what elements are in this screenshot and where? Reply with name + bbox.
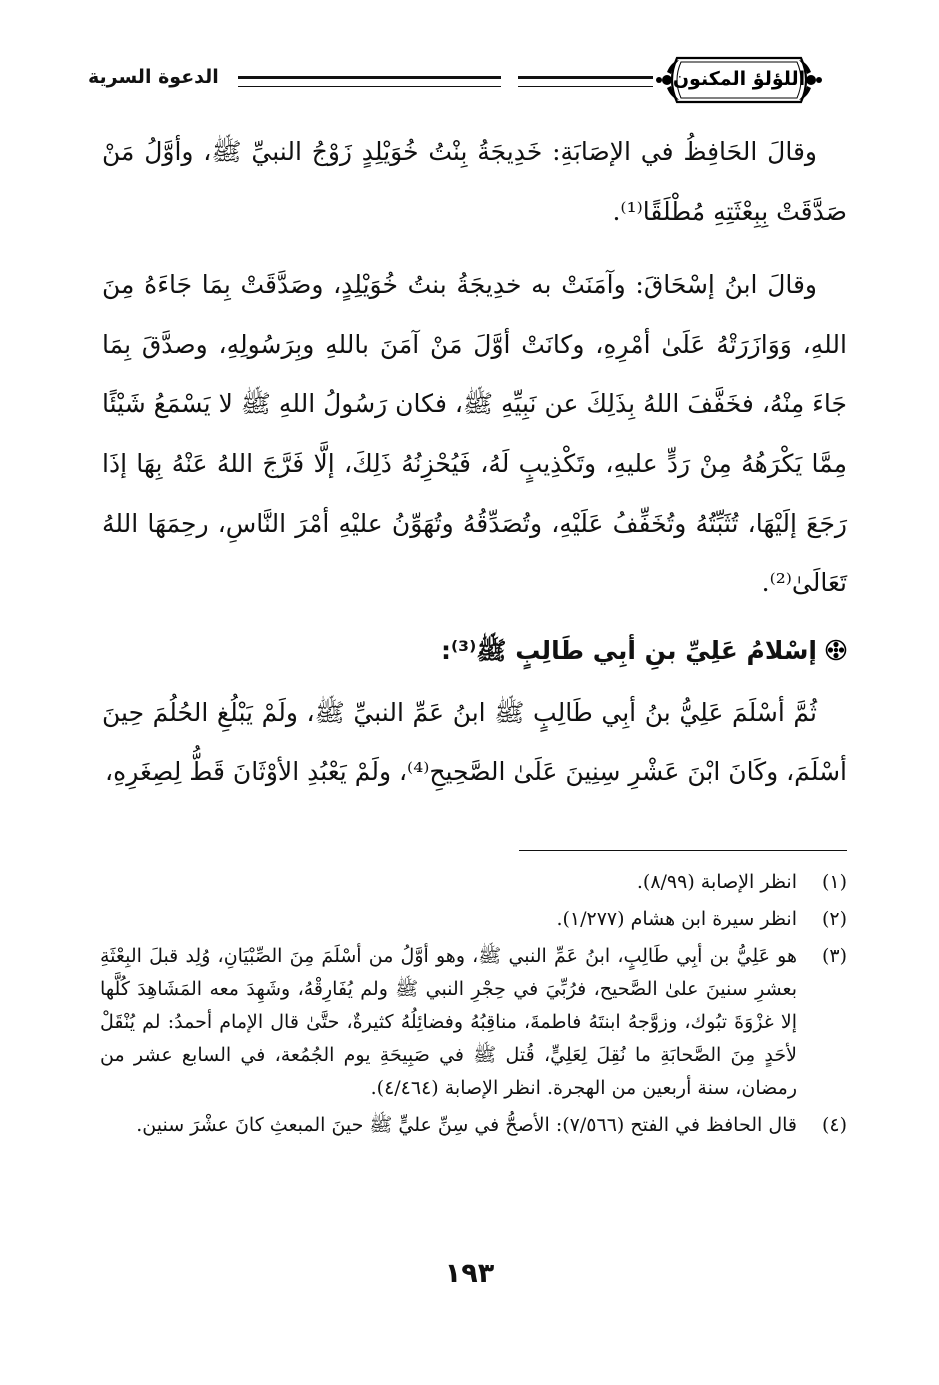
footnote-number: (٣) <box>821 945 847 967</box>
footnote-number: (٤) <box>821 1114 847 1136</box>
footnote-1 <box>100 866 847 899</box>
paragraph-2: وقالَ ابنُ إسْحَاقَ: وآمَنَتْ به خدِيجَةُ بنتُ خُوَيْلِدٍ، وصَدَّقَتْ بِمَا جَاءَهُ مِنَ اللهِ، وَوَازَرَتْهُ عَلَىٰ أمْرِهِ، وكانَتْ أوَّلَ مَنْ آمَنَ باللهِ وبِرَسُولِهِ، وصدَّقَ بِمَا جَاءَ مِنْهُ، فخَفَّفَ اللهُ بِذَلِكَ عن نَبِيِّهِ ﷺ، فكان رَسُولُ اللهِ ﷺ لا يَسْمَعُ شَيْئًا مِمَّا يَكْرَهُهُ مِنْ رَدٍّ عليهِ، وتَكْذِيبٍ لَهُ، فَيُحْزِنُهُ ذَلِكَ، إلَّا فَرَّجَ اللهُ عَنْهُ بِهَا إذَا رَجَعَ إلَيْهَا، تُثَبِّتُهُ وتُخَفِّفُ عَلَيْهِ، وتُصَدِّقُهُ وتُهَوِّنُ عليْهِ أمْرَ النَّاسِ، رحِمَهَا اللهُ تَعَالَىٰ⁽²⁾. <box>102 270 847 598</box>
paragraph-3: ثُمَّ أسْلَمَ عَلِيُّ بنُ أبِي طَالِبٍ ﷺ ابنُ عَمِّ النبيِّ ﷺ، ولَمْ يَبْلُغِ الحُلُمَ حِينَ أسْلَمَ، وكَانَ ابْنَ عَشْرِ سِنِينَ عَلَىٰ الصَّحِيحِ⁽⁴⁾، ولَمْ يَعْبُدِ الأوْثَانَ قَطُّ لِصِغَرِهِ، <box>102 697 847 787</box>
header-rule-left <box>238 76 501 87</box>
footnote-number: (٢) <box>821 908 847 930</box>
footnote-4 <box>100 1109 847 1142</box>
book-title: اللؤلؤ المكنون <box>672 68 806 90</box>
section-heading-text: إسْلامُ عَلِيِّ بنِ أبِي طَالِبٍ ﷺ⁽³⁾: <box>440 635 817 665</box>
footnotes <box>100 866 847 1146</box>
footnote-text: قال الحافظ في الفتح (٧/٥٦٦): الأصحُّ في سِنِّ عليٍّ ﷺ حينَ المبعثِ كانَ عشْرَ سنين. <box>136 1114 797 1136</box>
flower-icon <box>825 639 847 661</box>
book-title-badge <box>653 52 825 108</box>
footnote-text: هو عَلِيُّ بن أبِي طَالِبٍ، ابنُ عَمِّ النبي ﷺ، وهو أوَّلُ من أسْلَمَ مِنَ الصِّبْيَانِ، وُلِد قبلَ البِعْثَةِ بعشرِ سنينَ علىٰ الصَّحيح، فرُبِّيَ في حِجْرِ النبي ﷺ ولم يُفَارِقْهُ، وشَهِدَ معه المَشَاهِدَ كُلَّها إلا غزْوَةَ تبُوك، وزوَّجهُ ابنتَهُ فاطمةَ، مناقِبُهُ وفضائِلُهُ كثيرةٌ، حتَّىٰ قال الإمام أحمدُ: لم يُنْقَلْ لأحَدٍ مِنَ الصَّحابَةِ ما نُقِلَ لِعَلِيٍّ، قُتل ﷺ في صَبِيحَةِ يوم الجُمُعة، في السابع عشر من رمضان، سنة أربعين من الهجرة. انظر الإصابة (٤/٤٦٤). <box>100 945 797 1099</box>
footnote-2 <box>100 903 847 936</box>
page-number: ١٩٣ <box>444 1258 495 1289</box>
header-rule-right <box>518 76 653 87</box>
section-heading <box>102 619 847 683</box>
footnote-text: انظر سيرة ابن هشام (١/٢٧٧). <box>556 908 797 930</box>
footnote-number: (١) <box>821 871 847 893</box>
section-title: الدعوة السرية <box>88 66 219 88</box>
main-text <box>102 122 847 802</box>
footnote-3 <box>100 940 847 1105</box>
footnote-text: انظر الإصابة (٨/٩٩). <box>636 871 797 893</box>
paragraph-1: وقالَ الحَافِظُ في الإصَابَةِ: خَدِيجَةُ بِنْتُ خُوَيْلِدٍ زَوْجُ النبيِّ ﷺ، وأوَّلُ مَنْ صَدَّقَتْ بِبِعْثَتِهِ مُطْلَقًا⁽¹⁾. <box>102 137 847 226</box>
running-header <box>88 50 853 112</box>
footnote-separator <box>519 850 847 851</box>
